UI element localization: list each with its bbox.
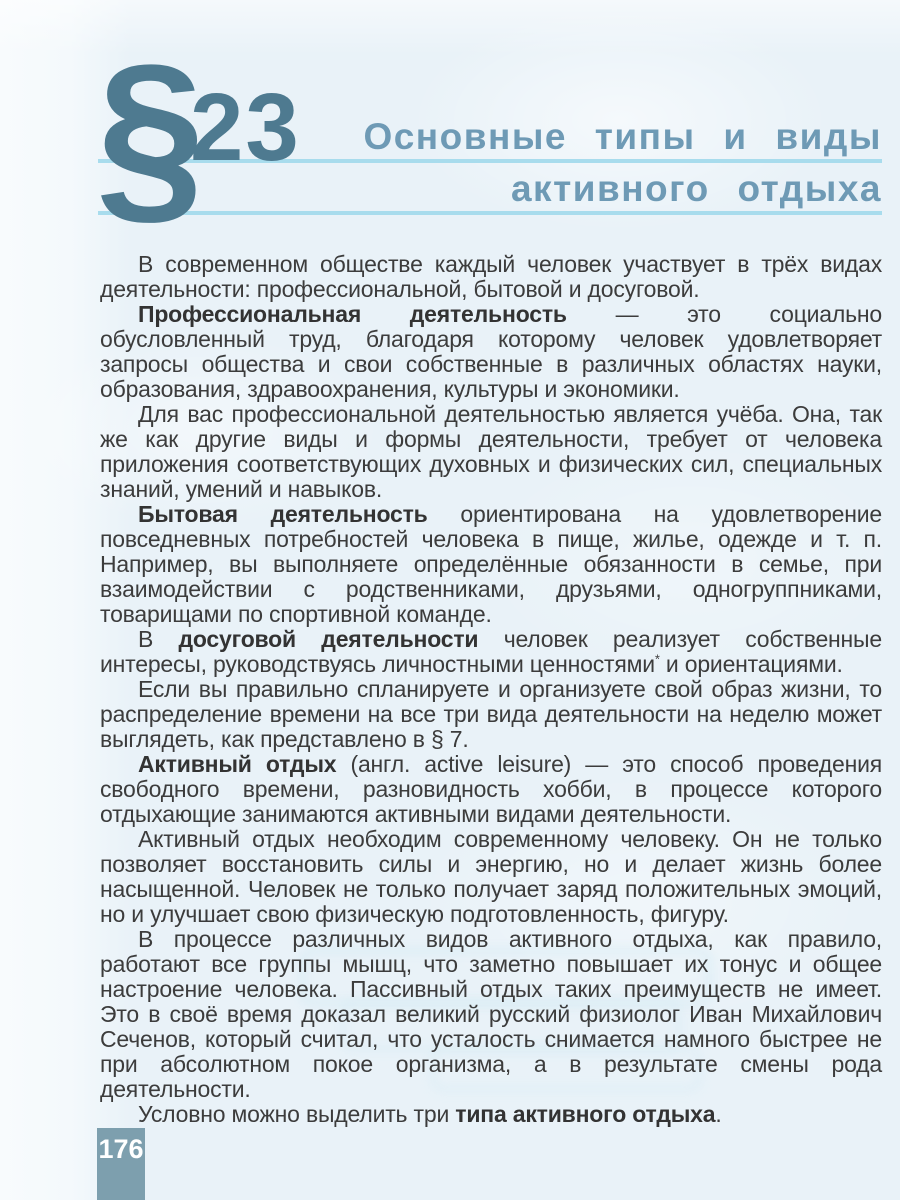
text-run: ориентирована на удовлетворение повседневных потребностей человека в пище, жилье, одежде и т. п. Например, вы выполняете определённые обязанности в семье, при взаимодействии с родственниками, друзьями, одногруппниками, товарищами по спортивной команде. — [100, 501, 882, 627]
bold-term: Активный отдых — [138, 751, 337, 777]
paragraph — [100, 827, 882, 927]
footnote-mark: * — [654, 651, 660, 667]
body-paragraphs — [100, 252, 882, 1127]
text-run: Условно можно выделить три — [138, 1101, 456, 1127]
text-run: — это социально обусловленный труд, благодаря которому человек удовлетворяет запросы общества и свои собственные в различных областях науки, образования, здравоохранения, культуры и экономики. — [100, 301, 882, 402]
chapter-title-line-1: Основные типы и виды — [363, 116, 882, 157]
bold-term: досуговой деятельности — [178, 626, 479, 652]
page-number-badge: 176 — [97, 1128, 145, 1200]
section-number: 23 — [190, 74, 301, 181]
header-rule-bottom — [98, 211, 882, 215]
paragraph — [100, 252, 882, 302]
section-paragraph-icon: § — [96, 24, 206, 243]
text-run: человек реализует собственные интересы, руководствуясь личностными ценностями — [100, 626, 882, 677]
text-run: В современном обществе каждый человек участвует в трёх видах деятельности: профессиональной, бытовой и досуговой. — [100, 251, 882, 302]
bold-term: типа активного отдыха — [455, 1101, 716, 1127]
text-run: Для вас профессиональной деятельностью является учёба. Она, так же как другие виды и формы деятельности, требует от человека приложения соответствующих духовных и физических сил, специальных знаний, умений и навыков. — [100, 401, 882, 502]
chapter-title-line-2: активного отдыха — [510, 168, 882, 209]
paragraph — [100, 1102, 882, 1127]
text-run: и ориентациями. — [659, 651, 843, 677]
paragraph — [100, 627, 882, 677]
paragraph — [100, 502, 882, 627]
text-run: В процессе различных видов активного отдыха, как правило, работают все группы мышц, что заметно повышает их тонус и общее настроение человека. Пассивный отдых таких преимуществ не имеет. Это в своё время доказал великий русский физиолог Иван Михайлович Сеченов, который считал, что усталость снимается намного быстрее не при абсолютном покое организма, а в результате смены рода деятельности. — [100, 926, 882, 1102]
text-run: Если вы правильно спланируете и организуете свой образ жизни, то распределение времени на все три вида деятельности на неделю может выглядеть, как представлено в § 7. — [100, 676, 882, 752]
bold-term: Профессиональная деятельность — [138, 301, 567, 327]
paragraph — [100, 677, 882, 752]
text-run: (англ. active leisure) — это способ проведения свободного времени, разновидность хобби, в процессе которого отдыхающие занимаются активными видами деятельности. — [100, 751, 882, 827]
paragraph — [100, 927, 882, 1102]
paragraph — [100, 402, 882, 502]
text-run: Активный отдых необходим современному человеку. Он не только позволяет восстановить силы и энергию, но и делает жизнь более насыщенной. Человек не только получает заряд положительных эмоций, но и улучшает свою физическую подготовленность, фигуру. — [100, 826, 882, 927]
paragraph — [100, 752, 882, 827]
text-run: В — [138, 626, 179, 652]
bold-term: Бытовая деятельность — [138, 501, 428, 527]
paragraph — [100, 302, 882, 402]
text-run: . — [715, 1101, 722, 1127]
